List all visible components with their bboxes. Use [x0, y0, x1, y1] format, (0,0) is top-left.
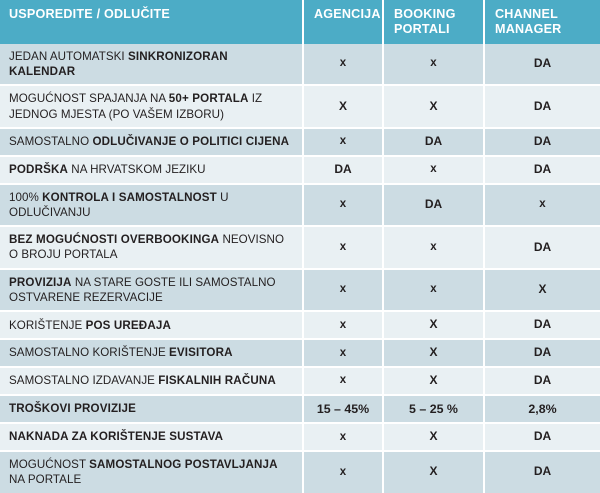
value-cell-booking: X [383, 423, 484, 451]
value-cell-channel: DA [533, 464, 552, 479]
header-cell-channel: CHANNEL MANAGER [495, 7, 562, 37]
table-row [0, 44, 600, 86]
table-row [0, 451, 600, 493]
feature-cell: JEDAN AUTOMATSKI SINKRONIZORAN KALENDAR [0, 44, 303, 86]
feature-cell: SAMOSTALNO IZDAVANJE FISKALNIH RAČUNA [0, 367, 303, 395]
feature-cell: SAMOSTALNO ODLUČIVANJE O POLITICI CIJENA [0, 128, 303, 156]
value-cell-booking: X [383, 85, 484, 128]
value-cell-channel: DA [484, 156, 600, 184]
feature-cell: 100% KONTROLA I SAMOSTALNOST U ODLUČIVANJU [0, 184, 303, 227]
value-cell-agencija: DA [303, 156, 383, 184]
value-cell-channel: DA [484, 423, 600, 451]
feature-cell: SAMOSTALNO KORIŠTENJE EVISITORA [0, 339, 303, 367]
feature-cell: MOGUĆNOST SAMOSTALNOG POSTAVLJANJA NA PORTALE [0, 451, 303, 493]
value-cell-booking: 5 – 25 % [383, 395, 484, 423]
value-cell-agencija: x [303, 423, 383, 451]
table-row [0, 85, 600, 128]
value-cell-booking: X [383, 367, 484, 395]
value-cell-agencija: x [303, 451, 383, 493]
value-cell-booking: x [383, 226, 484, 269]
value-cell-agencija: x [303, 269, 383, 312]
table-row [0, 311, 600, 339]
value-cell-channel: DA [484, 226, 600, 269]
value-cell-agencija: x [303, 311, 383, 339]
value-cell-channel: DA [484, 85, 600, 128]
value-cell-booking: X [383, 339, 484, 367]
value-cell-channel: DA [484, 339, 600, 367]
table-row [0, 339, 600, 367]
value-cell-agencija: 15 – 45% [303, 395, 383, 423]
value-cell-booking: X [383, 311, 484, 339]
value-cell-booking: x [383, 269, 484, 312]
table-row [0, 156, 600, 184]
value-cell-agencija: x [303, 339, 383, 367]
value-cell-channel: x [484, 184, 600, 227]
table-row [0, 128, 600, 156]
feature-cell: MOGUĆNOST SPAJANJA NA 50+ PORTALA IZ JEDNOG MJESTA (PO VAŠEM IZBORU) [0, 85, 303, 128]
value-cell-channel: DA [484, 367, 600, 395]
value-cell-channel: X [484, 269, 600, 312]
feature-cell: PROVIZIJA NA STARE GOSTE ILI SAMOSTALNO OSTVARENE REZERVACIJE [0, 269, 303, 312]
header-cell-booking: BOOKING PORTALI [383, 0, 484, 44]
value-cell-booking: x [383, 44, 484, 86]
header-cell-agencija: AGENCIJA [303, 0, 383, 44]
value-cell-booking: X [383, 451, 484, 493]
value-cell-agencija: x [303, 128, 383, 156]
table-row [0, 269, 600, 312]
value-cell-booking: DA [383, 128, 484, 156]
table-row [0, 184, 600, 227]
value-cell-channel: 2,8% [484, 395, 600, 423]
header-row [0, 0, 600, 44]
feature-cell: NAKNADA ZA KORIŠTENJE SUSTAVA [0, 423, 303, 451]
value-cell-agencija: x [303, 184, 383, 227]
feature-cell: PODRŠKA NA HRVATSKOM JEZIKU [0, 156, 303, 184]
value-cell-booking: DA [383, 184, 484, 227]
feature-cell: BEZ MOGUĆNOSTI OVERBOOKINGA NEOVISNO O BROJU PORTALA [0, 226, 303, 269]
table-header [0, 0, 600, 44]
value-cell-channel: DA [484, 128, 600, 156]
header-cell-feature: USPOREDITE / ODLUČITE [0, 0, 303, 44]
feature-cell: KORIŠTENJE POS UREĐAJA [0, 311, 303, 339]
value-cell-channel: DA [484, 311, 600, 339]
table-row [0, 423, 600, 451]
table-row [0, 367, 600, 395]
feature-cell: TROŠKOVI PROVIZIJE [0, 395, 303, 423]
value-cell-agencija: x [303, 226, 383, 269]
value-cell-agencija: x [303, 367, 383, 395]
value-cell-channel: DA [484, 44, 600, 86]
value-cell-booking: x [383, 156, 484, 184]
table-body [0, 44, 600, 493]
value-cell-agencija: X [303, 85, 383, 128]
value-cell-agencija: x [303, 44, 383, 86]
table-row [0, 395, 600, 423]
table-row [0, 226, 600, 269]
